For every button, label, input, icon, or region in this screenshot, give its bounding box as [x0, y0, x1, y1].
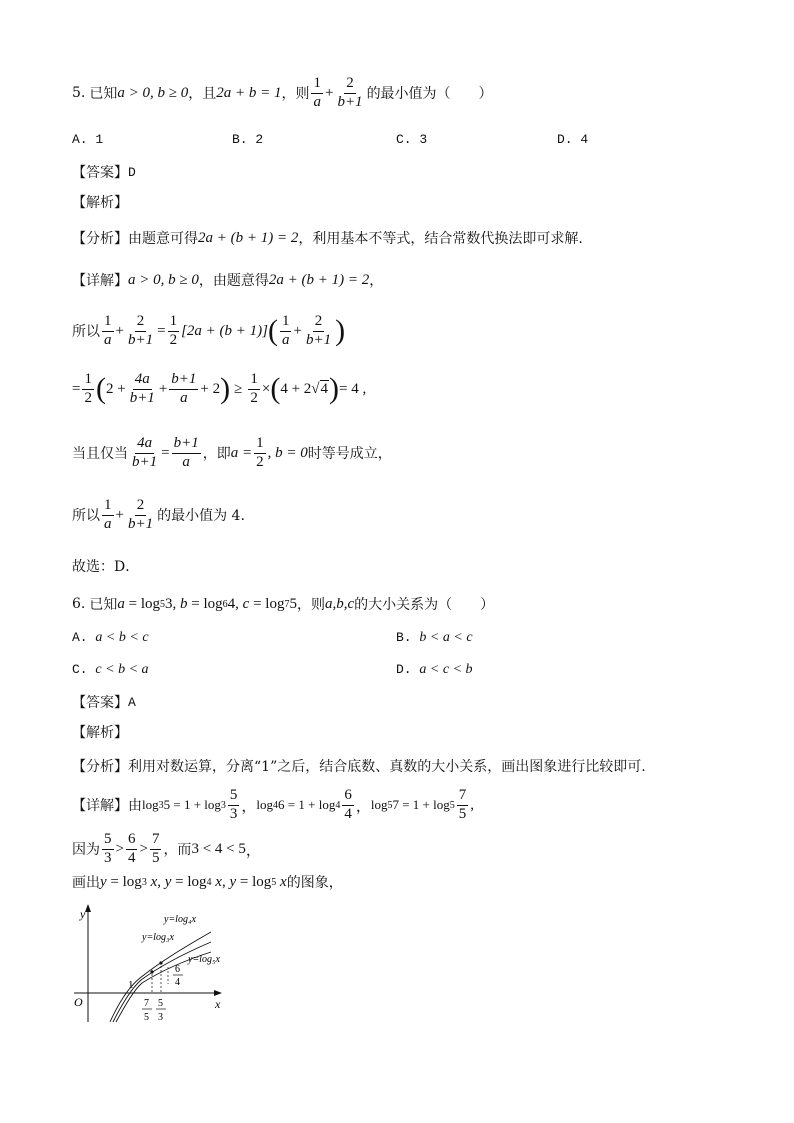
- label-log4: y=log₄x: [164, 914, 196, 925]
- q5-option-d[interactable]: D. 4: [557, 132, 589, 147]
- q6-option-a[interactable]: A. a < b < c: [72, 630, 149, 645]
- q6-option-b[interactable]: B. b < a < c: [396, 630, 473, 645]
- y-axis-arrow: [85, 904, 91, 912]
- one-label: 1: [128, 979, 134, 991]
- q6-fenxi: 【分析】 利用对数运算，分离“1”之后，结合底数、真数的大小关系，画出图象进行比较即可.: [72, 759, 646, 775]
- frac-5-3-num: 5: [158, 998, 163, 1009]
- x-axis-label: x: [215, 997, 221, 1011]
- q5-step-2: = $\frac{1}{2}$ ( 2 + $\frac{4a}{b+1}$ + $\frac{b+1}{a}$ + 2 ) ≥ $\frac{1}{2}$ × ( 4 + 2 √ 4 ) = 4 ,: [72, 371, 367, 406]
- q5-option-a[interactable]: A. 1: [72, 132, 104, 147]
- q5-conclusion: 故选：D．: [72, 559, 140, 575]
- point-7-5: [150, 970, 153, 973]
- q5-stem: 5. 已知 a > 0, b ≥ 0 ，且 2a + b = 1 ，则 $\frac{1}{a}$ + $\frac{2}{b+1}$ 的最小值为（ ）: [72, 75, 493, 110]
- q5-step-1: 所以 $\frac{1}{a}$ + $\frac{2}{b+1}$ = $\frac{1}{2}$ [2a + (b + 1)] ( $\frac{1}{a}$ + $\frac{2}{b+1}$ ): [72, 313, 346, 348]
- q6-option-c[interactable]: C. c < b < a: [72, 662, 149, 677]
- q5-jiexi: 【解析】: [72, 195, 128, 211]
- frac-7-5-num: 7: [144, 998, 149, 1009]
- point-5-3: [159, 961, 162, 964]
- q6-step-2: 画出 y = log 3 x , y = log 4 x , y = log 5 x 的图象，: [72, 873, 343, 891]
- q6-step-1: 因为 $\frac{5}{3}$ > $\frac{6}{4}$ > $\frac{7}{5}$ ，而 3 < 4 < 5 ，: [72, 831, 261, 866]
- q6-stem: 6. 已知 a = log 5 3, b = log 6 4, c = log 7 5 ，则 a,b,c 的大小关系为（ ）: [72, 595, 495, 613]
- label-log5: y=log₅x: [188, 954, 220, 965]
- fraction-2-over-b-plus-1: $\frac{2}{b+1}$: [337, 75, 363, 110]
- label-log3: y=log₃x: [142, 932, 174, 943]
- q5-fenxi: 【分析】 由题意可得 2a + (b + 1) = 2 ，利用基本不等式，结合常数代换法即可求解.: [72, 229, 583, 247]
- y-axis-label: y: [80, 907, 86, 921]
- q5-option-c[interactable]: C. 3: [396, 132, 428, 147]
- q6-number: 6.: [72, 596, 86, 612]
- origin-label: O: [74, 995, 83, 1009]
- x-axis-arrow: [214, 990, 222, 996]
- q6-option-d[interactable]: D. a < c < b: [396, 662, 473, 677]
- q6-answer: 【答案】 A: [72, 694, 136, 711]
- q5-step-3: 当且仅当 $\frac{4a}{b+1}$ = $\frac{b+1}{a}$ ，即 a = $\frac{1}{2}$ , b = 0 时等号成立，: [72, 435, 392, 470]
- fraction-1-over-a: $\frac{1}{a}$: [313, 75, 321, 110]
- q5-option-b[interactable]: B. 2: [232, 132, 264, 147]
- frac-5-3-den: 3: [158, 1012, 163, 1023]
- frac-6-4-den: 4: [175, 977, 180, 988]
- q6-xiangjie: 【详解】 由 log 3 5 = 1 + log 3 $\frac{5}{3}$ ， log 4 6 = 1 + log 4 $\frac{6}{4}$ ， log 5 7 = 1 + log 5 $\frac{7}{5}$ ,: [72, 787, 474, 822]
- q5-step-4: 所以 $\frac{1}{a}$ + $\frac{2}{b+1}$ 的最小值为 4.: [72, 497, 245, 532]
- frac-6-4-num: 6: [175, 964, 180, 975]
- frac-7-5-den: 5: [144, 1012, 149, 1023]
- q5-answer: 【答案】 D: [72, 164, 136, 181]
- q5-number: 5.: [72, 85, 86, 102]
- q6-jiexi: 【解析】: [72, 725, 128, 741]
- log-graph: [68, 900, 248, 1026]
- q5-xiangjie: 【详解】 a > 0, b ≥ 0 ，由题意得 2a + (b + 1) = 2 ，: [72, 271, 384, 289]
